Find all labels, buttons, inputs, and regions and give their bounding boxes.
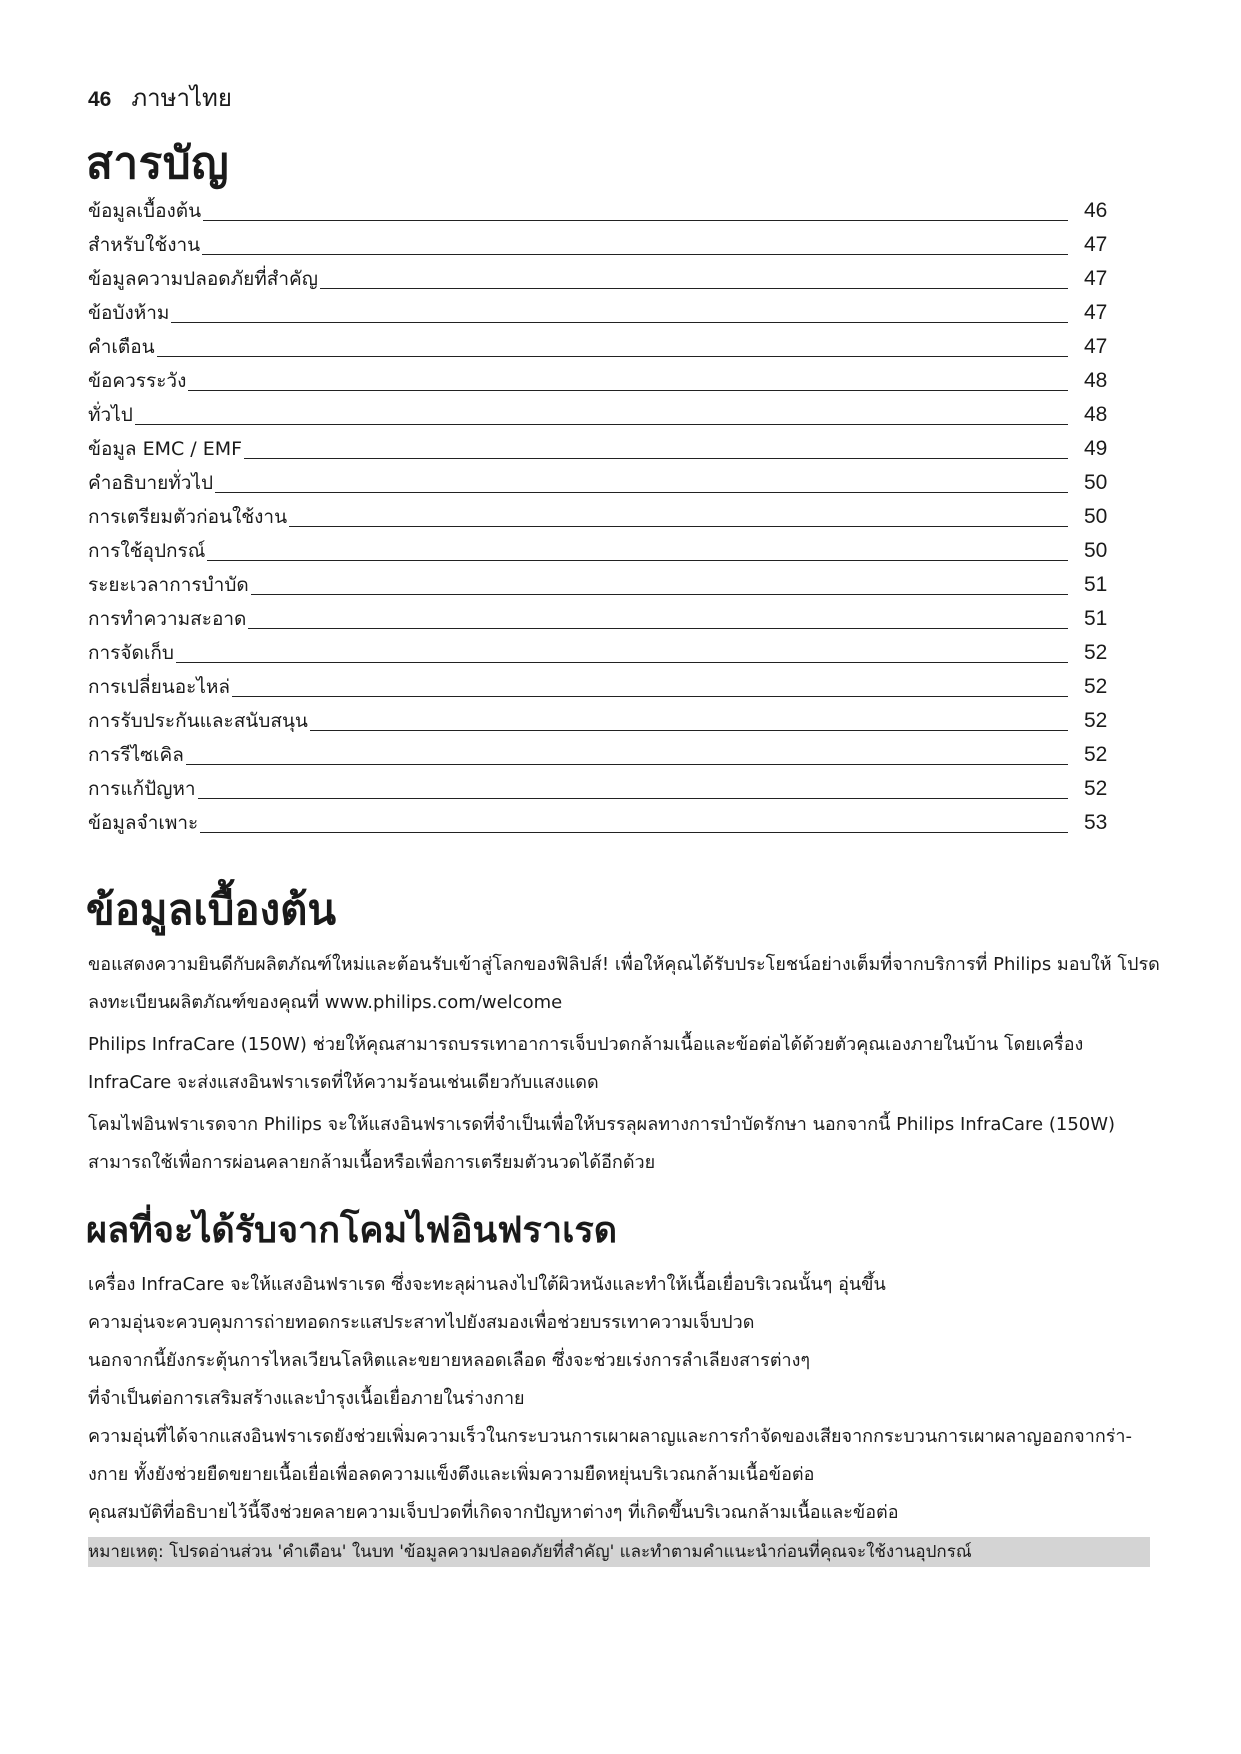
toc-entry-page: 48 <box>1084 403 1108 426</box>
toc-entry-label: การเตรียมตัวก่อนใช้งาน <box>88 506 288 528</box>
toc-leader-line <box>207 560 1068 561</box>
intro-paragraph: โคมไฟอินฟราเรดจาก Philips จะให้แสงอินฟราเรดที่จำเป็นเพื่อให้บรรลุผลทางการบำบัดรักษา นอกจากนี้ Philips InfraCare (150W) สามารถใช้เพื่อการผ่อนคลายกล้ามเนื้อหรือเพื่อการเตรียมตัวนวดได้อีกด้วย <box>88 1114 1116 1173</box>
effects-line: ที่จำเป็นต่อการเสริมสร้างและบำรุงเนื้อเยื่อภายในร่างกาย <box>88 1388 525 1409</box>
toc-leader-line <box>203 220 1068 221</box>
toc-leader-line <box>171 322 1068 323</box>
intro-paragraph: Philips InfraCare (150W) ช่วยให้คุณสามารถบรรเทาอาการเจ็บปวดกล้ามเนื้อและข้อต่อได้ด้วยตัวคุณเองภายในบ้าน โดยเครื่อง InfraCare จะส่งแสงอินฟราเรดที่ให้ความร้อนเช่นเดียวกับแสงแดด <box>88 1034 1084 1093</box>
effects-body <box>88 1266 1168 1532</box>
toc-leader-line <box>244 458 1068 459</box>
toc-entry[interactable] <box>88 258 1118 292</box>
toc-entry-label: การแก้ปัญหา <box>88 778 196 800</box>
toc-entry-label: การรีไซเคิล <box>88 744 184 766</box>
toc-entry[interactable] <box>88 632 1118 666</box>
note-box: หมายเหตุ: โปรดอ่านส่วน 'คำเตือน' ในบท 'ข้อมูลความปลอดภัยที่สำคัญ' และทำตามคำแนะนำก่อนที่คุณจะใช้งานอุปกรณ์ <box>88 1537 1150 1567</box>
toc-entry-label: การรับประกันและสนับสนุน <box>88 710 308 732</box>
effects-line: คุณสมบัติที่อธิบายไว้นี้จึงช่วยคลายความเจ็บปวดที่เกิดจากปัญหาต่างๆ ที่เกิดขึ้นบริเวณกล้ามเนื้อและข้อต่อ <box>88 1502 899 1523</box>
toc-entry-page: 47 <box>1084 267 1108 290</box>
toc-entry-page: 50 <box>1084 505 1108 528</box>
toc-leader-line <box>215 492 1068 493</box>
toc-leader-line <box>198 798 1068 799</box>
toc-entry[interactable] <box>88 224 1118 258</box>
toc-entry[interactable] <box>88 360 1118 394</box>
toc-leader-line <box>232 696 1068 697</box>
toc-entry[interactable] <box>88 326 1118 360</box>
toc-entry-page: 50 <box>1084 471 1108 494</box>
toc-entry-page: 52 <box>1084 709 1108 732</box>
effects-heading: ผลที่จะได้รับจากโคมไฟอินฟราเรด <box>86 1210 618 1251</box>
toc-entry-label: ข้อมูลเบื้องต้น <box>88 200 202 222</box>
toc-leader-line <box>176 662 1068 663</box>
toc-leader-line <box>186 764 1068 765</box>
toc-leader-line <box>202 254 1068 255</box>
toc-entry-page: 50 <box>1084 539 1108 562</box>
toc-entry-page: 52 <box>1084 777 1108 800</box>
toc-title: สารบัญ <box>86 138 230 189</box>
toc-entry[interactable] <box>88 428 1118 462</box>
toc-leader-line <box>135 424 1068 425</box>
toc-entry[interactable] <box>88 394 1118 428</box>
toc-entry-label: ข้อบังห้าม <box>88 302 170 324</box>
intro-heading: ข้อมูลเบื้องต้น <box>86 885 337 934</box>
toc-entry-label: การทำความสะอาด <box>88 608 247 630</box>
effects-line: นอกจากนี้ยังกระตุ้นการไหลเวียนโลหิตและขยายหลอดเลือด ซึ่งจะช่วยเร่งการลำเลียงสารต่างๆ <box>88 1350 811 1371</box>
toc-entry[interactable] <box>88 530 1118 564</box>
page-number: 46 <box>88 88 112 111</box>
toc-entry-page: 52 <box>1084 675 1108 698</box>
toc-entry-page: 48 <box>1084 369 1108 392</box>
toc-entry-label: ข้อมูลความปลอดภัยที่สำคัญ <box>88 268 318 290</box>
page-header <box>88 78 232 112</box>
toc-leader-line <box>251 594 1068 595</box>
toc-entry-page: 47 <box>1084 233 1108 256</box>
toc-entry-label: ข้อมูล EMC / EMF <box>88 438 243 460</box>
toc-entry[interactable] <box>88 666 1118 700</box>
toc-entry-label: คำอธิบายทั่วไป <box>88 472 214 494</box>
toc-entry[interactable] <box>88 190 1118 224</box>
effects-line: งกาย ทั้งยังช่วยยืดขยายเนื้อเยื่อเพื่อลดความแข็งตึงและเพิ่มความยืดหยุ่นบริเวณกล้ามเนื้อข้อต่อ <box>88 1464 815 1485</box>
toc-entry-page: 52 <box>1084 743 1108 766</box>
toc-leader-line <box>248 628 1068 629</box>
toc-entry[interactable] <box>88 292 1118 326</box>
toc-entry[interactable] <box>88 734 1118 768</box>
toc-leader-line <box>310 730 1068 731</box>
toc-leader-line <box>289 526 1068 527</box>
toc-entry[interactable] <box>88 496 1118 530</box>
toc-leader-line <box>320 288 1068 289</box>
toc-entry-label: การเปลี่ยนอะไหล่ <box>88 676 231 698</box>
toc-entry-label: สำหรับใช้งาน <box>88 234 201 256</box>
toc-entry-label: ระยะเวลาการบำบัด <box>88 574 249 596</box>
toc-entry-page: 53 <box>1084 811 1108 834</box>
toc-entry-page: 47 <box>1084 335 1108 358</box>
intro-body <box>88 946 1168 1186</box>
toc-leader-line <box>200 832 1068 833</box>
effects-line: ความอุ่นที่ได้จากแสงอินฟราเรดยังช่วยเพิ่มความเร็วในกระบวนการเผาผลาญและการกำจัดของเสียจากกระบวนการเผาผลาญออกจากร่า- <box>88 1426 1132 1447</box>
toc-leader-line <box>157 356 1068 357</box>
toc-entry-page: 49 <box>1084 437 1108 460</box>
toc-entry-label: ข้อควรระวัง <box>88 370 187 392</box>
toc-entry[interactable] <box>88 700 1118 734</box>
toc-entry-page: 47 <box>1084 301 1108 324</box>
effects-line: ความอุ่นจะควบคุมการถ่ายทอดกระแสประสาทไปยังสมองเพื่อช่วยบรรเทาความเจ็บปวด <box>88 1312 755 1333</box>
toc-entry-label: คำเตือน <box>88 336 155 358</box>
effects-line: เครื่อง InfraCare จะให้แสงอินฟราเรด ซึ่งจะทะลุผ่านลงไปใต้ผิวหนังและทำให้เนื้อเยื่อบริเวณนั้นๆ อุ่นขึ้น <box>88 1274 886 1295</box>
toc-entry[interactable] <box>88 802 1118 836</box>
toc-leader-line <box>188 390 1068 391</box>
intro-paragraph: ขอแสดงความยินดีกับผลิตภัณฑ์ใหม่และต้อนรับเข้าสู่โลกของฟิลิปส์! เพื่อให้คุณได้รับประโยชน์อย่างเต็มที่จากบริการที่ Philips มอบให้ โปรดลงทะเบียนผลิตภัณฑ์ของคุณที่ www.philips.com/welcome <box>88 954 1160 1013</box>
toc-entry-page: 51 <box>1084 607 1108 630</box>
toc-entry-page: 46 <box>1084 199 1108 222</box>
toc-entry-page: 52 <box>1084 641 1108 664</box>
toc-entry[interactable] <box>88 462 1118 496</box>
toc-entry[interactable] <box>88 564 1118 598</box>
toc-entry[interactable] <box>88 598 1118 632</box>
language-label: ภาษาไทย <box>131 84 232 112</box>
toc-entry-label: การใช้อุปกรณ์ <box>88 540 206 562</box>
toc-entry-label: ข้อมูลจำเพาะ <box>88 812 199 834</box>
toc-entry-label: การจัดเก็บ <box>88 642 174 664</box>
toc-entry[interactable] <box>88 768 1118 802</box>
table-of-contents <box>88 190 1118 836</box>
toc-entry-page: 51 <box>1084 573 1108 596</box>
toc-entry-label: ทั่วไป <box>88 404 133 426</box>
